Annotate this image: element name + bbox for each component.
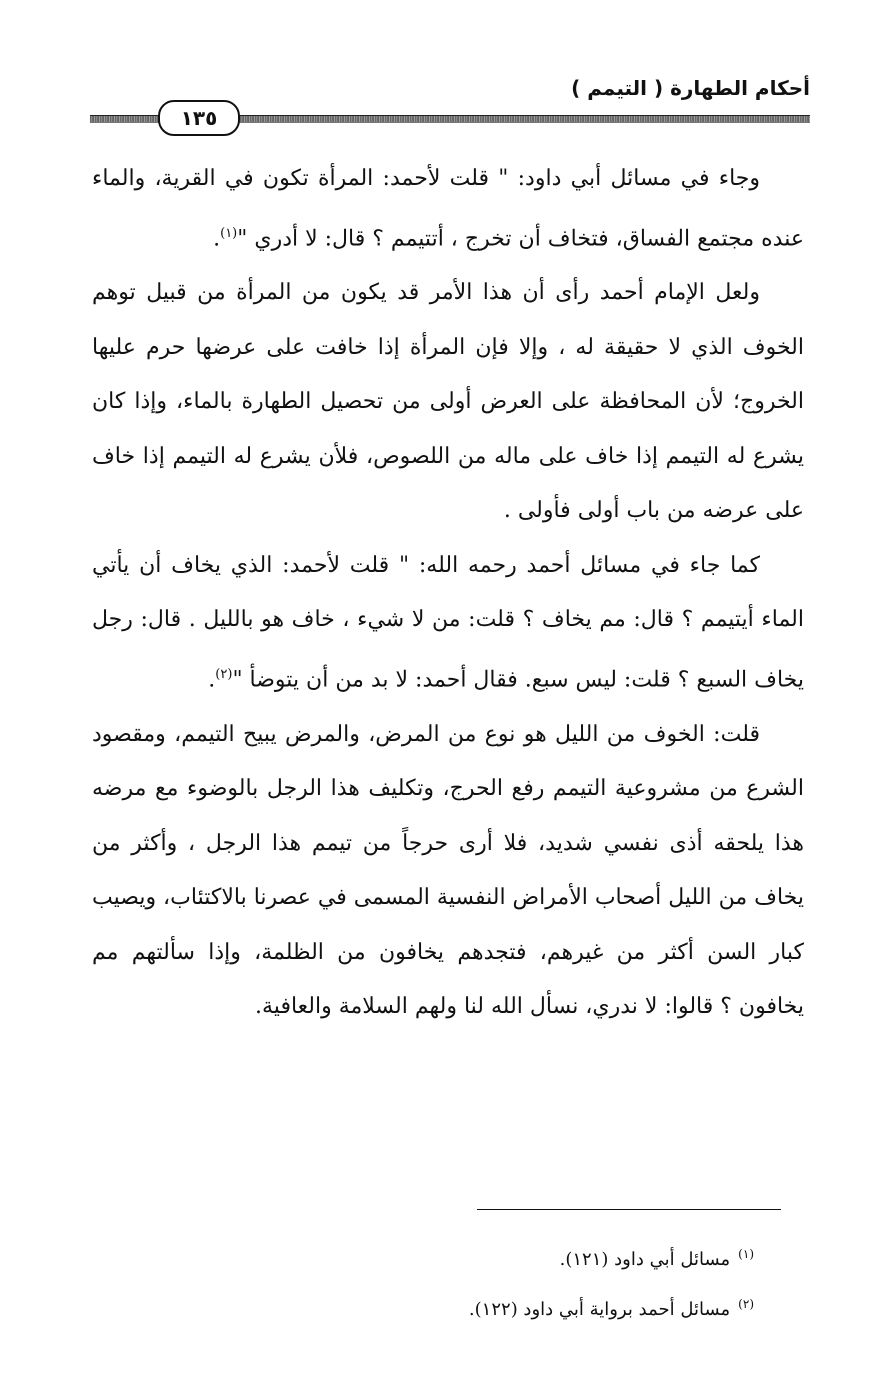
- paragraph-text: وجاء في مسائل أبي داود: " قلت لأحمد: المرأة تكون في القرية، والماء عنده مجتمع الفساق، فتخاف أن تخرج ، أتتيمم ؟ قال: لا أدري ": [92, 166, 804, 251]
- paragraph-text: قلت: الخوف من الليل هو نوع من المرض، والمرض يبيح التيمم، ومقصود الشرع من مشروعية التيمم رفع الحرج، وتكليف هذا الرجل بالوضوء مع مرضه هذا يلحقه أذى نفسي شديد، فلا أرى حرجاً من تيمم هذا الرجل ، وأكثر من يخاف من الليل أصحاب الأمراض النفسية المسمى في عصرنا بالاكتئاب، ويصيب كبار السن أكثر من غيرهم، فتجدهم يخافون من الظلمة، وإذا سألتهم مم يخافون ؟ قالوا: لا ندري، نسأل الله لنا ولهم السلامة والعافية.: [92, 721, 804, 1020]
- footnote: [92, 1232, 804, 1282]
- running-header: [90, 70, 810, 140]
- paragraph: [92, 152, 804, 266]
- footnote-text: مسائل أحمد برواية أبي داود (١٢٢).: [468, 1299, 731, 1320]
- paragraph-text: كما جاء في مسائل أحمد رحمه الله: " قلت لأحمد: الذي يخاف أن يأتي الماء أيتيمم ؟ قال: مم يخاف ؟ قلت: من لا شيء ، خاف هو بالليل . قال: رجل يخاف السبع ؟ قلت: ليس سبع. فقال أحمد: لا بد من أن يتوضأ ": [92, 552, 804, 693]
- paragraph-text: ولعل الإمام أحمد رأى أن هذا الأمر قد يكون من المرأة من قبيل توهم الخوف الذي لا حقيقة له ، وإلا فإن المرأة إذا خافت على عرضها حرم عليها الخروج؛ لأن المحافظة على العرض أولى من تحصيل الطهارة بالماء، وإذا كان يشرع له التيمم إذا خاف على ماله من اللصوص، فلأن يشرع له التيمم إذا خاف على عرضه من باب أولى فأولى .: [92, 280, 804, 524]
- footnote-mark: (١): [738, 1247, 754, 1261]
- paragraph: [92, 708, 804, 1035]
- footnote-separator: [477, 1209, 781, 1210]
- footnote-ref: (٢): [215, 666, 233, 682]
- footnote-mark: (٢): [738, 1297, 754, 1311]
- paragraph: [92, 266, 804, 539]
- paragraph-tail: .: [208, 667, 216, 693]
- footnotes: [92, 1232, 804, 1332]
- page-number: ١٣٥: [158, 100, 240, 136]
- header-title: أحكام الطهارة ( التيمم ): [571, 76, 810, 100]
- footnote-text: مسائل أبي داود (١٢١).: [559, 1249, 731, 1270]
- paragraph: [92, 539, 804, 708]
- footnote: [92, 1282, 804, 1332]
- main-text: [92, 152, 804, 1035]
- footnote-ref: (١): [220, 225, 238, 241]
- paragraph-tail: .: [213, 225, 221, 251]
